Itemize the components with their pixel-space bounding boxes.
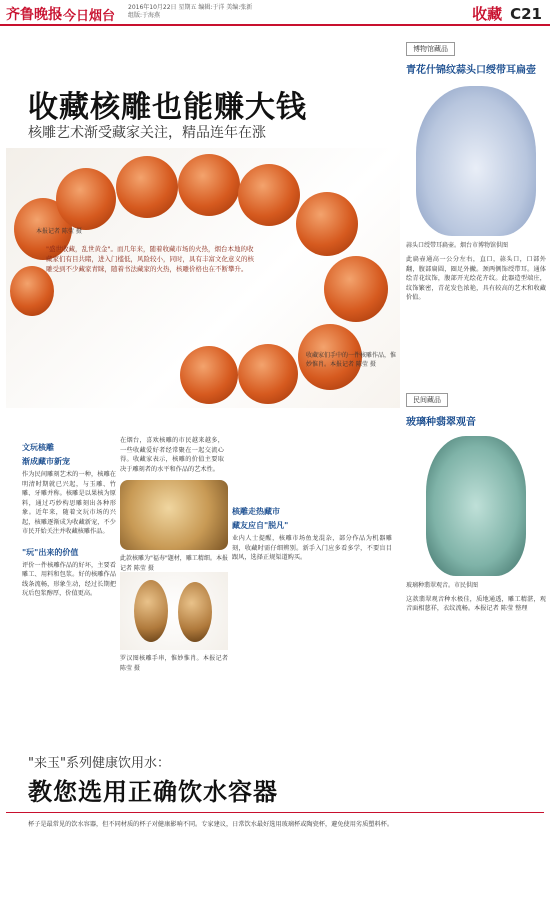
lead-headline: 收藏核雕也能赚大钱 xyxy=(28,90,307,125)
bottom-headline: 教您选用正确饮水容器 xyxy=(28,778,278,806)
right-column xyxy=(406,36,546,614)
jade-text: 这款翡翠观音种水极佳，质地通透，雕工精湛，观音面相慈祥，衣纹流畅。本报记者 陈莹 整理 xyxy=(406,595,546,612)
bottom-divider xyxy=(6,812,544,813)
lead-subhead: 核雕艺术渐受藏家关注，精品连年在涨 xyxy=(28,125,266,141)
section-name: ·今日烟台 xyxy=(58,9,115,24)
bead-bracelet-photo xyxy=(6,148,400,408)
arhat-beads-photo xyxy=(120,572,228,650)
jade-guanyin-photo xyxy=(426,436,526,576)
vase-text: 此扁壶通高一公分左右，直口，蒜头口，口部外翻，腹部扁圆，圈足外撇。颈两侧饰绶带耳。通体绘青花纹饰，腹部开光绘花卉纹。此器造型端庄，纹饰繁密，青花发色浓艳，具有较高的艺术和收藏价值。 xyxy=(406,256,546,301)
page-section-label: 收藏 xyxy=(472,5,503,23)
fushou-carving-photo xyxy=(120,480,228,550)
vase-caption: 蒜头口绶带耳扁壶。烟台市博物馆供图 xyxy=(406,242,509,249)
c3-text: 业内人士提醒，核雕市场鱼龙混杂，部分作品为机器雕刻，收藏时需仔细辨别。新手入门应多看多学，不要盲目跟风，选择正规渠道购买。 xyxy=(232,535,392,561)
bottom-text: 杯子是最常见的饮水容器，但不同材质的杯子对健康影响不同。专家建议，日常饮水最好选用玻璃杯或陶瓷杯，避免使用劣质塑料杯。 xyxy=(28,821,394,828)
photo-caption: 本报记者 陈莹 摄 xyxy=(36,228,82,235)
page-section xyxy=(472,3,542,24)
jade-caption: 玻璃种翡翠观音。市民供图 xyxy=(406,581,479,589)
page-number: C21 xyxy=(510,5,542,23)
lead-intro: "盛世收藏，乱世黄金"。而几年来，随着收藏市场的火热，烟台本地的收藏家们有目共睹，进入门槛低，风险较小，同时，具有丰富文化意义的核雕受到不少藏家青睐，随着书法藏家的火热，核雕价格也在不断攀升。 xyxy=(46,245,254,273)
c1-heading: 文玩核雕 xyxy=(22,443,54,452)
c3-subheading: 藏友应自"脱凡" xyxy=(232,521,289,530)
column-2 xyxy=(120,436,224,474)
newspaper-logo: 齐鲁晚报 xyxy=(6,7,62,23)
c1-subheading: 渐成藏市新宠 xyxy=(22,457,70,466)
column-3 xyxy=(232,436,392,563)
c1-text: 作为民间雕刻艺术的一种，核雕在明清时期就已兴起，与玉雕、竹雕、牙雕并称。核雕是以果核为原料，通过巧妙构思雕刻出各种形象。近年来，随着文玩市场的兴起，核雕逐渐成为收藏新宠，不少市民开始关注并收藏核雕作品。 xyxy=(22,471,116,535)
column-1 xyxy=(22,436,116,599)
c1-heading-2: "玩"出来的价值 xyxy=(22,547,79,557)
folk-tag: 民间藏品 xyxy=(406,393,448,407)
museum-tag: 博物馆藏品 xyxy=(406,42,455,56)
c3-heading: 核雕走热藏市 xyxy=(232,507,280,516)
jade-title: 玻璃种翡翠观音 xyxy=(406,416,476,428)
side-caption: 收藏家们手中的一件核雕作品，惟妙惟肖。本报记者 陈莹 摄 xyxy=(306,352,397,368)
bottom-tag: "来玉"系列健康饮用水： xyxy=(28,756,170,771)
vase-title: 青花什锦纹蒜头口绶带耳扁壶 xyxy=(406,65,536,76)
dateline: 2016年10月22日 星期五 编辑:于洋 美编:张新 组版:于海燕 xyxy=(128,4,253,19)
c2-caption-2: 罗汉图核雕手串，惟妙惟肖。本报记者 陈莹 摄 xyxy=(120,655,228,672)
c2-caption-1: 此款核雕为"福寿"题材，雕工精细。本报记者 陈莹 摄 xyxy=(120,555,228,572)
c1-text-2: 评价一件核雕作品的好坏，主要看雕工、用料和包浆。好的核雕作品线条流畅，形象生动，经过长期把玩后包浆醇厚，价值更高。 xyxy=(22,561,116,597)
vase-photo xyxy=(416,86,536,236)
c2-text: 在烟台，喜欢核雕的市民越来越多，一些收藏爱好者经常聚在一起交流心得。收藏家表示，核雕的价值主要取决于雕刻者的水平和作品的艺术性。 xyxy=(120,437,224,473)
